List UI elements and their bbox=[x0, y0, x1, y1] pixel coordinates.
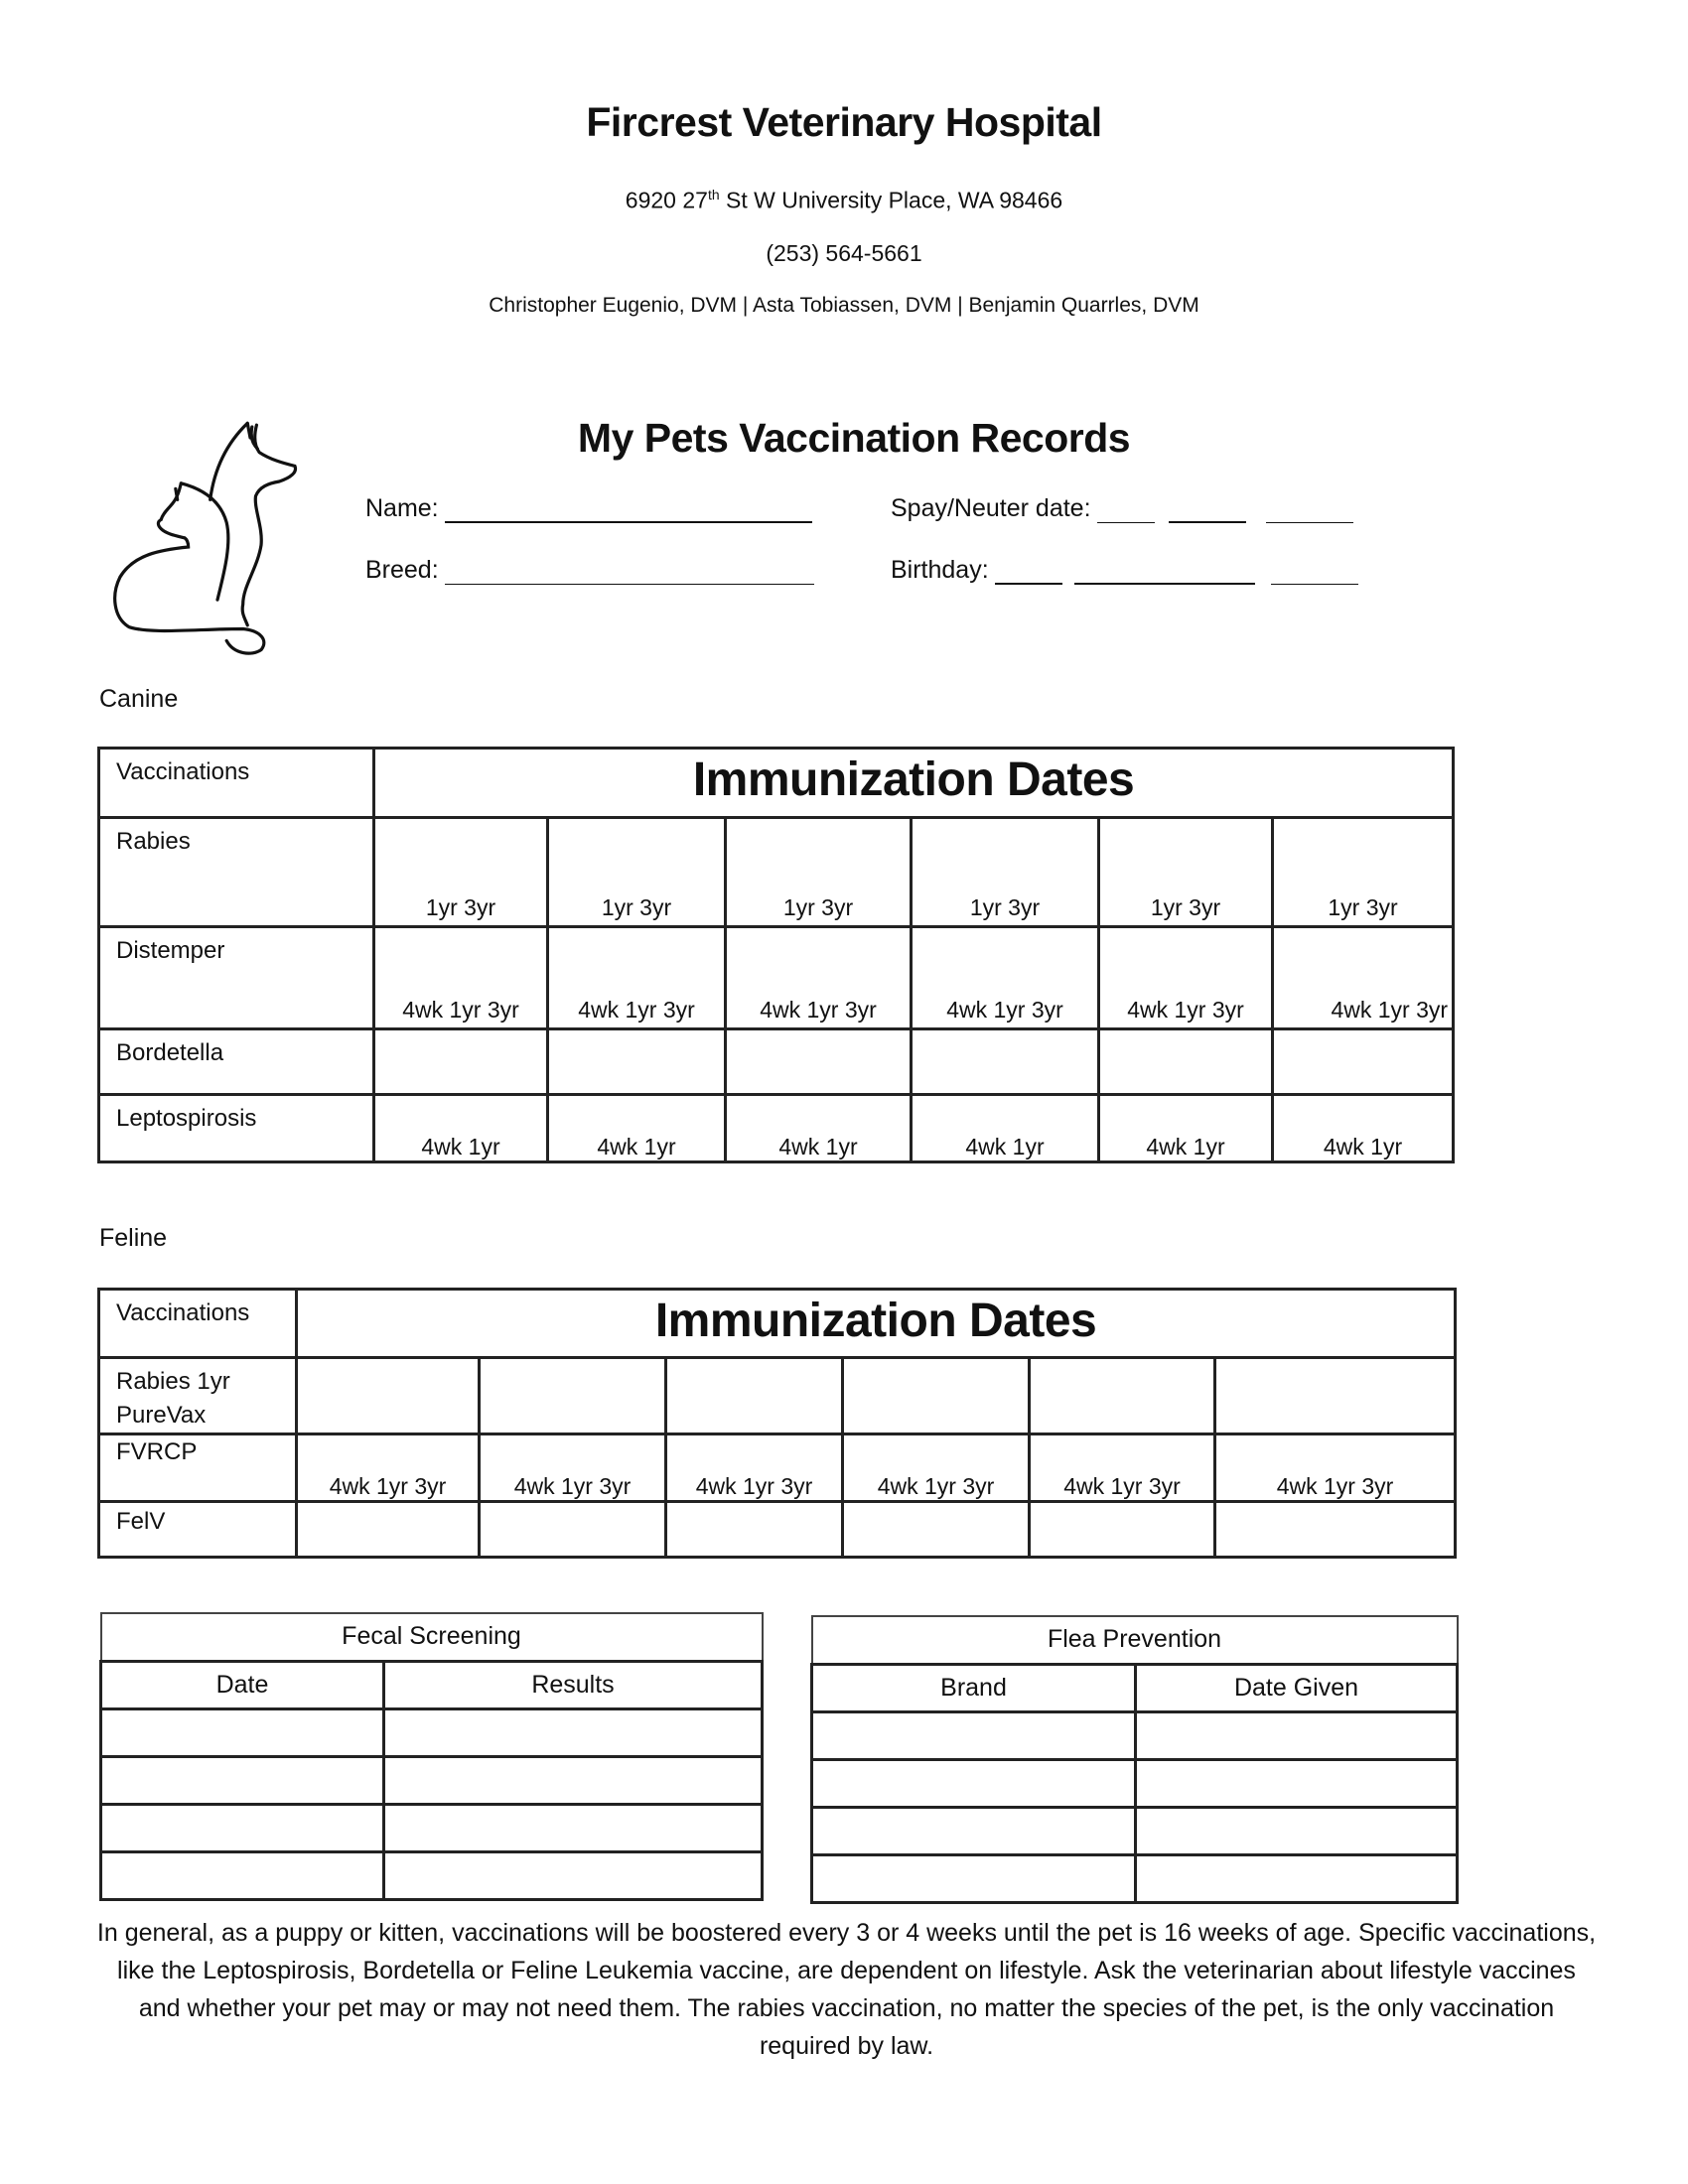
date-cell[interactable] bbox=[101, 1804, 384, 1851]
header-label: Vaccinations bbox=[116, 1299, 250, 1326]
birthday-label: Birthday: bbox=[891, 556, 989, 584]
results-cell[interactable] bbox=[384, 1756, 763, 1804]
date-cell[interactable] bbox=[297, 1502, 480, 1558]
table-row bbox=[101, 1804, 763, 1851]
interval-hint: 4wk 1yr bbox=[778, 1134, 858, 1160]
vaccine-name bbox=[99, 1029, 374, 1095]
doctors-list: Christopher Eugenio, DVM | Asta Tobiassen, DVM | Benjamin Quarrles, DVM bbox=[489, 294, 1199, 317]
interval-hint: 1yr 3yr bbox=[1150, 894, 1221, 920]
header-label: Immunization Dates bbox=[654, 1295, 1097, 1347]
table-row bbox=[812, 1854, 1458, 1902]
spay-neuter-day-input[interactable] bbox=[1169, 501, 1246, 523]
date-cell[interactable] bbox=[374, 818, 548, 927]
spay-neuter-year-input[interactable] bbox=[1266, 501, 1353, 523]
date-cell[interactable] bbox=[374, 1095, 548, 1162]
date-cell[interactable] bbox=[1215, 1358, 1456, 1434]
interval-hint: 4wk 1yr 3yr bbox=[1127, 997, 1244, 1023]
date-cell[interactable] bbox=[666, 1434, 843, 1502]
date-given-cell[interactable] bbox=[1136, 1854, 1458, 1902]
interval-hint: 4wk 1yr 3yr bbox=[513, 1473, 632, 1499]
date-cell[interactable] bbox=[843, 1502, 1030, 1558]
date-cell[interactable] bbox=[1215, 1434, 1456, 1502]
canine-row-bordetella bbox=[99, 1029, 1454, 1095]
brand-cell[interactable] bbox=[812, 1759, 1136, 1807]
date-cell[interactable] bbox=[101, 1708, 384, 1756]
interval-hint: 4wk 1yr 3yr bbox=[877, 1473, 995, 1499]
canine-vaccinations-header bbox=[99, 749, 374, 818]
feline-row-rabies bbox=[99, 1358, 1456, 1434]
interval-hint: 4wk 1yr bbox=[597, 1134, 676, 1160]
address-street: St W University Place, WA 98466 bbox=[719, 187, 1063, 213]
date-cell[interactable] bbox=[548, 818, 726, 927]
interval-hint: 4wk 1yr 3yr bbox=[1063, 1473, 1181, 1499]
interval-hint: 4wk 1yr bbox=[421, 1134, 500, 1160]
date-cell[interactable] bbox=[1273, 818, 1454, 927]
interval-hint: 1yr 3yr bbox=[969, 894, 1041, 920]
interval-hint: 4wk 1yr 3yr bbox=[1276, 1473, 1394, 1499]
date-cell[interactable] bbox=[666, 1502, 843, 1558]
interval-hint: 4wk 1yr bbox=[1323, 1134, 1403, 1160]
interval-hint: 4wk 1yr 3yr bbox=[578, 997, 695, 1023]
canine-vaccination-table bbox=[97, 747, 1455, 1163]
interval-hint: 4wk 1yr 3yr bbox=[695, 1473, 813, 1499]
date-cell[interactable] bbox=[666, 1358, 843, 1434]
birthday-year-input[interactable] bbox=[1271, 563, 1358, 585]
interval-hint: 1yr 3yr bbox=[601, 894, 672, 920]
table-row bbox=[812, 1759, 1458, 1807]
date-cell[interactable] bbox=[1099, 927, 1273, 1029]
vaccine-label: Bordetella bbox=[116, 1039, 224, 1066]
breed-label: Breed: bbox=[365, 556, 439, 584]
spay-neuter-field[interactable] bbox=[891, 494, 1353, 523]
canine-section-label: Canine bbox=[99, 685, 179, 713]
interval-hint: 4wk 1yr bbox=[1146, 1134, 1225, 1160]
date-cell[interactable] bbox=[912, 927, 1099, 1029]
date-cell[interactable] bbox=[480, 1502, 666, 1558]
date-cell[interactable] bbox=[912, 1029, 1099, 1095]
vaccine-label: Rabies 1yr bbox=[116, 1368, 230, 1395]
canine-immunization-dates-header bbox=[374, 749, 1454, 818]
date-cell[interactable] bbox=[912, 818, 1099, 927]
hospital-name: Fircrest Veterinary Hospital bbox=[586, 99, 1102, 145]
date-given-cell[interactable] bbox=[1136, 1759, 1458, 1807]
date-cell[interactable] bbox=[1030, 1434, 1215, 1502]
birthday-day-input[interactable] bbox=[1074, 563, 1255, 585]
results-cell[interactable] bbox=[384, 1804, 763, 1851]
table-row bbox=[101, 1708, 763, 1756]
date-cell[interactable] bbox=[843, 1358, 1030, 1434]
birthday-field[interactable] bbox=[891, 556, 1358, 585]
interval-hint: 1yr 3yr bbox=[425, 894, 496, 920]
brand-cell[interactable] bbox=[812, 1711, 1136, 1759]
table-row bbox=[101, 1851, 763, 1899]
interval-hint: 1yr 3yr bbox=[782, 894, 854, 920]
header-label: Vaccinations bbox=[116, 758, 250, 785]
interval-hint: 4wk 1yr 3yr bbox=[946, 997, 1063, 1023]
date-given-cell[interactable] bbox=[1136, 1807, 1458, 1854]
date-cell[interactable] bbox=[297, 1358, 480, 1434]
name-field[interactable] bbox=[365, 494, 812, 523]
feline-vaccinations-header bbox=[99, 1290, 297, 1358]
vaccine-name bbox=[99, 1095, 374, 1162]
date-cell[interactable] bbox=[548, 1029, 726, 1095]
feline-immunization-dates-header bbox=[297, 1290, 1456, 1358]
column-header-brand: Brand bbox=[812, 1664, 1136, 1711]
interval-hint: 4wk 1yr 3yr bbox=[402, 997, 519, 1023]
table-row bbox=[812, 1711, 1458, 1759]
date-cell[interactable] bbox=[374, 927, 548, 1029]
vaccine-label: Distemper bbox=[116, 937, 225, 964]
name-label: Name: bbox=[365, 494, 439, 522]
vaccine-name bbox=[99, 1502, 297, 1558]
spay-neuter-month-input[interactable] bbox=[1097, 501, 1155, 523]
address-number: 6920 27 bbox=[625, 187, 708, 213]
address-ordinal: th bbox=[707, 187, 720, 203]
fecal-screening-table bbox=[99, 1612, 764, 1901]
date-cell[interactable] bbox=[548, 927, 726, 1029]
date-cell[interactable] bbox=[101, 1756, 384, 1804]
date-cell[interactable] bbox=[1273, 927, 1454, 1029]
footer-note: In general, as a puppy or kitten, vaccinations will be boostered every 3 or 4 weeks until the pet is 16 weeks of age. Specific vaccinations, like the Leptospirosis, Bordetella or Feline Leukemia vaccine, are dependent on lifestyle. Ask the veterinarian about lifestyle vaccines and whether your pet may or may not need them. The rabies vaccination, no matter the species of the pet, is the only vaccination required by law. bbox=[96, 1919, 1597, 2060]
flea-prevention-table bbox=[810, 1615, 1459, 1904]
date-cell[interactable] bbox=[374, 1029, 548, 1095]
hospital-address bbox=[0, 187, 1688, 214]
breed-input[interactable] bbox=[445, 563, 814, 585]
date-given-cell[interactable] bbox=[1136, 1711, 1458, 1759]
date-cell[interactable] bbox=[843, 1434, 1030, 1502]
vaccine-name bbox=[99, 1434, 297, 1502]
date-cell[interactable] bbox=[1273, 1029, 1454, 1095]
vaccine-label: Leptospirosis bbox=[116, 1105, 257, 1132]
brand-cell[interactable] bbox=[812, 1854, 1136, 1902]
header-label: Immunization Dates bbox=[692, 753, 1135, 806]
column-header-results: Results bbox=[384, 1661, 763, 1708]
date-cell[interactable] bbox=[1273, 1095, 1454, 1162]
date-cell[interactable] bbox=[480, 1358, 666, 1434]
cat-and-dog-outline-icon bbox=[97, 402, 316, 670]
date-cell[interactable] bbox=[1030, 1358, 1215, 1434]
vaccine-name bbox=[99, 927, 374, 1029]
vaccine-label: FelV bbox=[116, 1508, 166, 1535]
table-row bbox=[101, 1756, 763, 1804]
date-cell[interactable] bbox=[1215, 1502, 1456, 1558]
results-cell[interactable] bbox=[384, 1851, 763, 1899]
vaccine-label: FVRCP bbox=[116, 1438, 198, 1465]
table-row bbox=[812, 1807, 1458, 1854]
column-header-date-given: Date Given bbox=[1136, 1664, 1458, 1711]
date-cell[interactable] bbox=[912, 1095, 1099, 1162]
interval-hint: 4wk 1yr bbox=[965, 1134, 1045, 1160]
canine-row-rabies bbox=[99, 818, 1454, 927]
date-cell[interactable] bbox=[480, 1434, 666, 1502]
date-cell[interactable] bbox=[1099, 818, 1273, 927]
canine-row-leptospirosis bbox=[99, 1095, 1454, 1162]
hospital-phone: (253) 564-5661 bbox=[766, 240, 922, 266]
breed-field[interactable] bbox=[365, 556, 814, 585]
date-cell[interactable] bbox=[1099, 1029, 1273, 1095]
feline-row-fvrcp bbox=[99, 1434, 1456, 1502]
date-cell[interactable] bbox=[548, 1095, 726, 1162]
date-cell[interactable] bbox=[101, 1851, 384, 1899]
interval-hint: 1yr 3yr bbox=[1328, 894, 1398, 920]
date-cell[interactable] bbox=[726, 927, 912, 1029]
name-input[interactable] bbox=[445, 501, 812, 523]
interval-hint: 4wk 1yr 3yr bbox=[760, 997, 877, 1023]
date-cell[interactable] bbox=[1099, 1095, 1273, 1162]
brand-cell[interactable] bbox=[812, 1807, 1136, 1854]
vaccine-label: Rabies bbox=[116, 828, 191, 855]
vaccine-name bbox=[99, 818, 374, 927]
vaccine-sublabel: PureVax bbox=[116, 1402, 207, 1429]
date-cell[interactable] bbox=[726, 1029, 912, 1095]
fecal-screening-title: Fecal Screening bbox=[101, 1613, 763, 1661]
feline-row-felv bbox=[99, 1502, 1456, 1558]
interval-hint: 4wk 1yr 3yr bbox=[329, 1473, 447, 1499]
form-title: My Pets Vaccination Records bbox=[577, 415, 1131, 461]
vaccine-name bbox=[99, 1358, 297, 1434]
date-cell[interactable] bbox=[726, 1095, 912, 1162]
spay-neuter-label: Spay/Neuter date: bbox=[891, 494, 1091, 522]
flea-prevention-title: Flea Prevention bbox=[812, 1616, 1458, 1664]
date-cell[interactable] bbox=[297, 1434, 480, 1502]
column-header-date: Date bbox=[101, 1661, 384, 1708]
birthday-month-input[interactable] bbox=[995, 563, 1062, 585]
interval-hint: 4wk 1yr 3yr bbox=[1331, 997, 1449, 1023]
feline-vaccination-table bbox=[97, 1288, 1457, 1559]
canine-row-distemper bbox=[99, 927, 1454, 1029]
date-cell[interactable] bbox=[1030, 1502, 1215, 1558]
date-cell[interactable] bbox=[726, 818, 912, 927]
feline-section-label: Feline bbox=[99, 1224, 168, 1252]
results-cell[interactable] bbox=[384, 1708, 763, 1756]
